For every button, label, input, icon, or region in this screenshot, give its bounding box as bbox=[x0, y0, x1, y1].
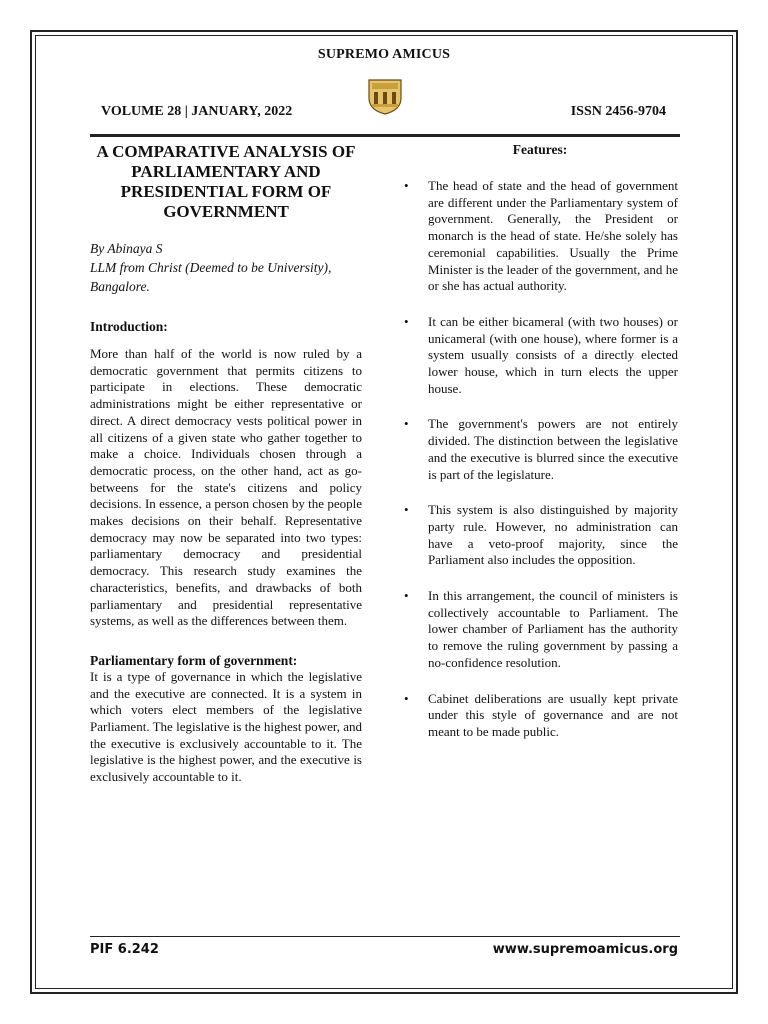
parliamentary-paragraph: It is a type of governance in which the legislative and the executive are connected. It is a system in which voters elect members of the legislative Parliament. The legislative is the highest power, and the executive is exclusively accountable to it. The legislative is the highest power, and the executive is exclusively accountable to it. bbox=[90, 668, 362, 785]
feature-item bbox=[402, 588, 678, 672]
feature-item bbox=[402, 314, 678, 398]
pif-value: PIF 6.242 bbox=[90, 942, 159, 957]
byline bbox=[90, 239, 362, 296]
article-title: A COMPARATIVE ANALYSIS OF PARLIAMENTARY AND PRESIDENTIAL FORM OF GOVERNMENT bbox=[96, 142, 356, 221]
right-column bbox=[402, 142, 678, 760]
bullet-icon: • bbox=[404, 690, 409, 706]
bullet-icon: • bbox=[404, 178, 409, 193]
volume-info: VOLUME 28 | JANUARY, 2022 bbox=[101, 104, 293, 119]
bullet-icon: • bbox=[404, 416, 409, 432]
feature-item bbox=[402, 502, 678, 569]
website-link[interactable]: www.supremoamicus.org bbox=[492, 942, 678, 957]
features-list bbox=[402, 178, 678, 741]
feature-text: This system is also distinguished by majority party rule. However, no administration can have a veto-proof majority, since the Parliament also includes the opposition. bbox=[428, 502, 678, 568]
author: By Abinaya S bbox=[90, 241, 163, 256]
affiliation-line-1: LLM from Christ (Deemed to be University), bbox=[90, 260, 332, 275]
header-rule bbox=[90, 134, 680, 137]
feature-text: It can be either bicameral (with two houses) or unicameral (with one house), where former is a system usually consists of a directly elected lower house, which in turn elects the upper house. bbox=[428, 313, 678, 396]
feature-text: Cabinet deliberations are usually kept private under this style of governance and are not meant to be made public. bbox=[428, 690, 678, 739]
features-heading: Features: bbox=[512, 142, 568, 157]
issn-number: ISSN 2456-9704 bbox=[570, 104, 666, 119]
intro-heading: Introduction: bbox=[90, 319, 168, 334]
feature-item bbox=[402, 416, 678, 483]
footer-rule bbox=[90, 936, 680, 937]
affiliation-line-2: Bangalore. bbox=[90, 279, 150, 294]
supremo-amicus-logo-icon bbox=[364, 76, 406, 116]
bullet-icon: • bbox=[404, 313, 409, 329]
bullet-icon: • bbox=[404, 502, 409, 518]
feature-item bbox=[402, 691, 678, 741]
feature-text: The government's powers are not entirely divided. The distinction between the legislative and the executive is blurred since the executive is part of the legislature. bbox=[428, 416, 678, 482]
bullet-icon: • bbox=[404, 588, 409, 604]
feature-text: The head of state and the head of government are different under the Parliamentary system of government. Generally, the President or monarch is the head of state. He/she solely has ceremonial capabilities. Usually the Prime Minister is the leader of the government, and he or she has actual authority. bbox=[428, 178, 678, 294]
feature-text: In this arrangement, the council of ministers is collectively accountable to Parliament. The lower chamber of Parliament has the authority to remove the ruling government by passing a no-confidence resolution. bbox=[428, 588, 678, 670]
parliamentary-heading: Parliamentary form of government: bbox=[90, 652, 298, 668]
intro-paragraph: More than half of the world is now ruled by a democratic government that permits citizens to participate in elections. These democratic administrations might be either representative or direct. A direct democracy vests political power in all citizens of a given state who gather together to make a choice. Individuals chosen through a democratic process, on the other hand, act as go-betweens for the state's citizens and policy decisions. In essence, a person chosen by the people makes decisions on their behalf. Representative democracy may now be separated into two types: parliamentary democracy and presidential democracy. This research study examines the characteristics, benefits, and drawbacks of both parliamentary and presidential representative systems, as well as the differences between them. bbox=[90, 346, 362, 629]
feature-item bbox=[402, 178, 678, 295]
left-column bbox=[90, 142, 362, 799]
journal-name: SUPREMO AMICUS bbox=[317, 47, 451, 62]
